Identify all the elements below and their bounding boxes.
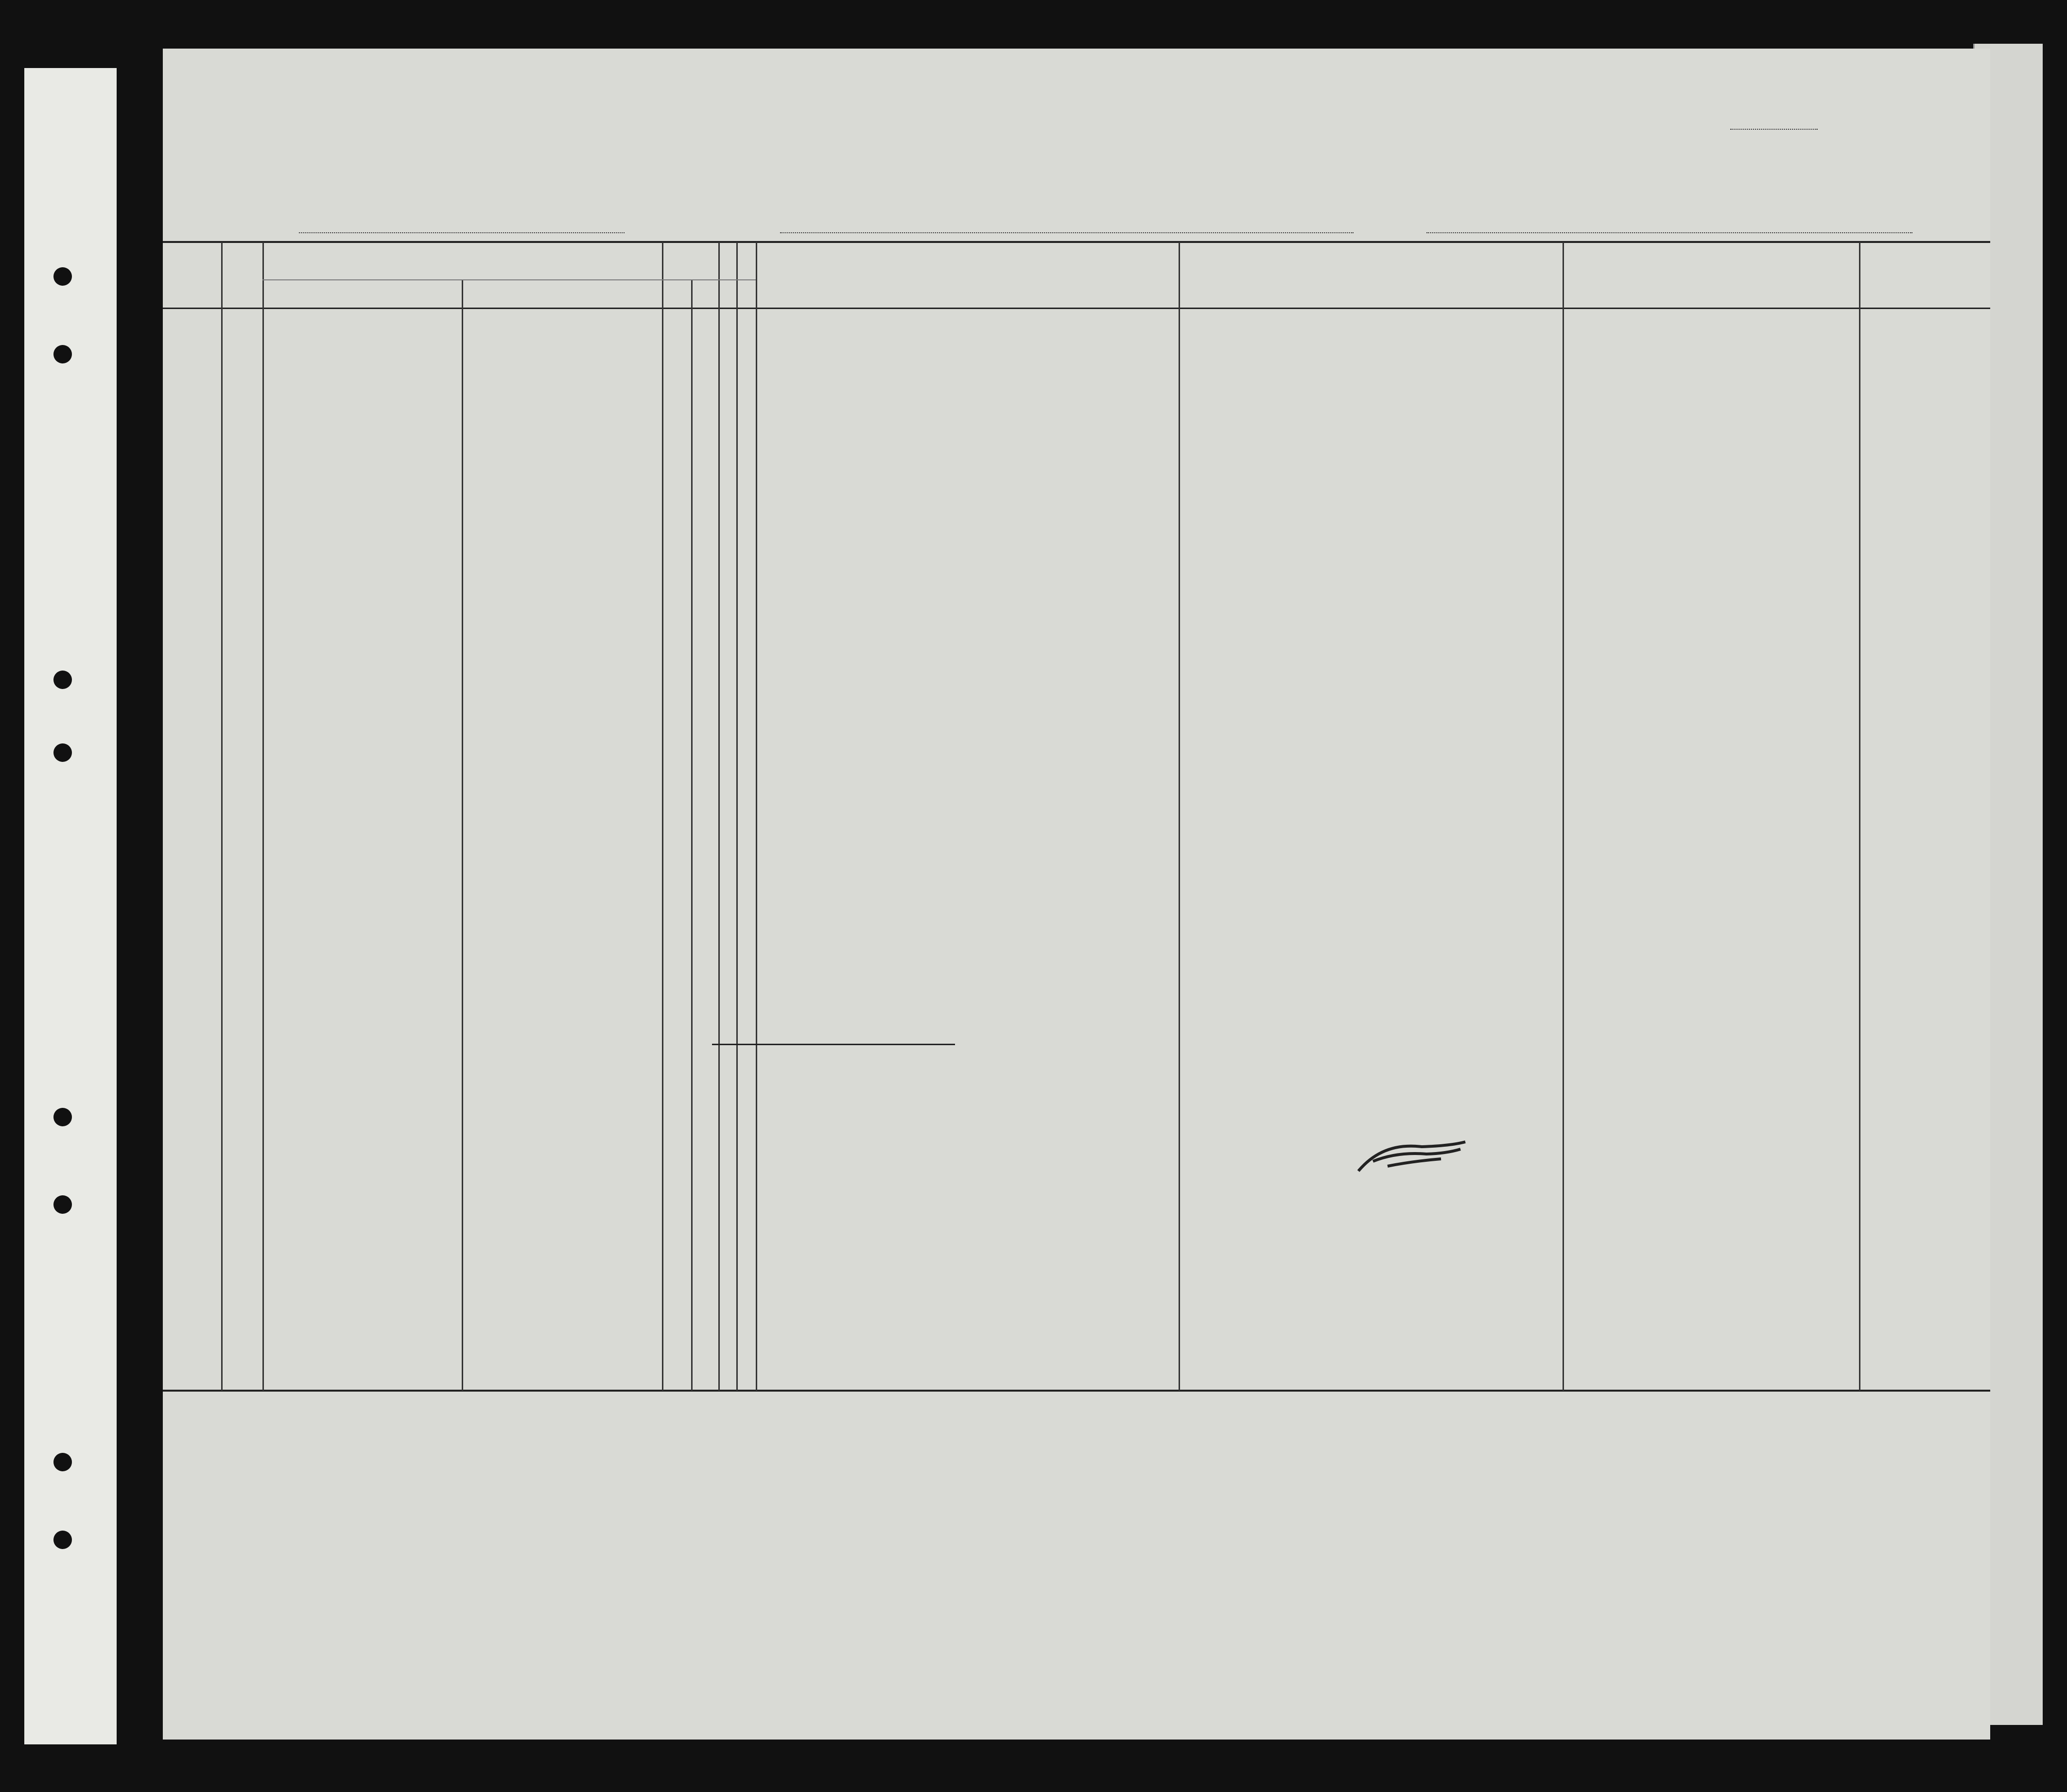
ship-line	[299, 232, 625, 233]
punch-hole	[53, 743, 72, 762]
sailing-line	[780, 232, 1354, 233]
column-divider	[718, 242, 720, 1391]
manifest-page	[163, 49, 1990, 1740]
header-subdivider	[262, 279, 756, 280]
punch-hole	[53, 671, 72, 689]
column-divider	[756, 242, 757, 1391]
column-divider	[221, 242, 223, 1391]
punch-hole	[53, 1453, 72, 1471]
punch-hole	[53, 1195, 72, 1214]
column-divider	[736, 242, 738, 1391]
arriving-line	[1426, 232, 1912, 233]
punch-hole	[53, 267, 72, 286]
column-divider	[691, 279, 693, 1391]
purser-signature-line	[712, 1044, 955, 1045]
table-bottom-border	[163, 1390, 1990, 1392]
punch-hole	[53, 1108, 72, 1126]
number-field	[1730, 129, 1818, 130]
table-top-border	[163, 241, 1990, 243]
column-divider	[1859, 242, 1860, 1391]
header-bottom-border	[163, 308, 1990, 309]
column-divider	[262, 242, 264, 1391]
column-divider	[1179, 242, 1180, 1391]
punch-hole	[53, 345, 72, 363]
column-divider	[462, 279, 463, 1391]
column-divider	[662, 242, 663, 1391]
punch-hole	[53, 1531, 72, 1549]
column-divider	[1563, 242, 1564, 1391]
binder-strip	[24, 68, 117, 1744]
pen-scribble	[1354, 1132, 1475, 1181]
